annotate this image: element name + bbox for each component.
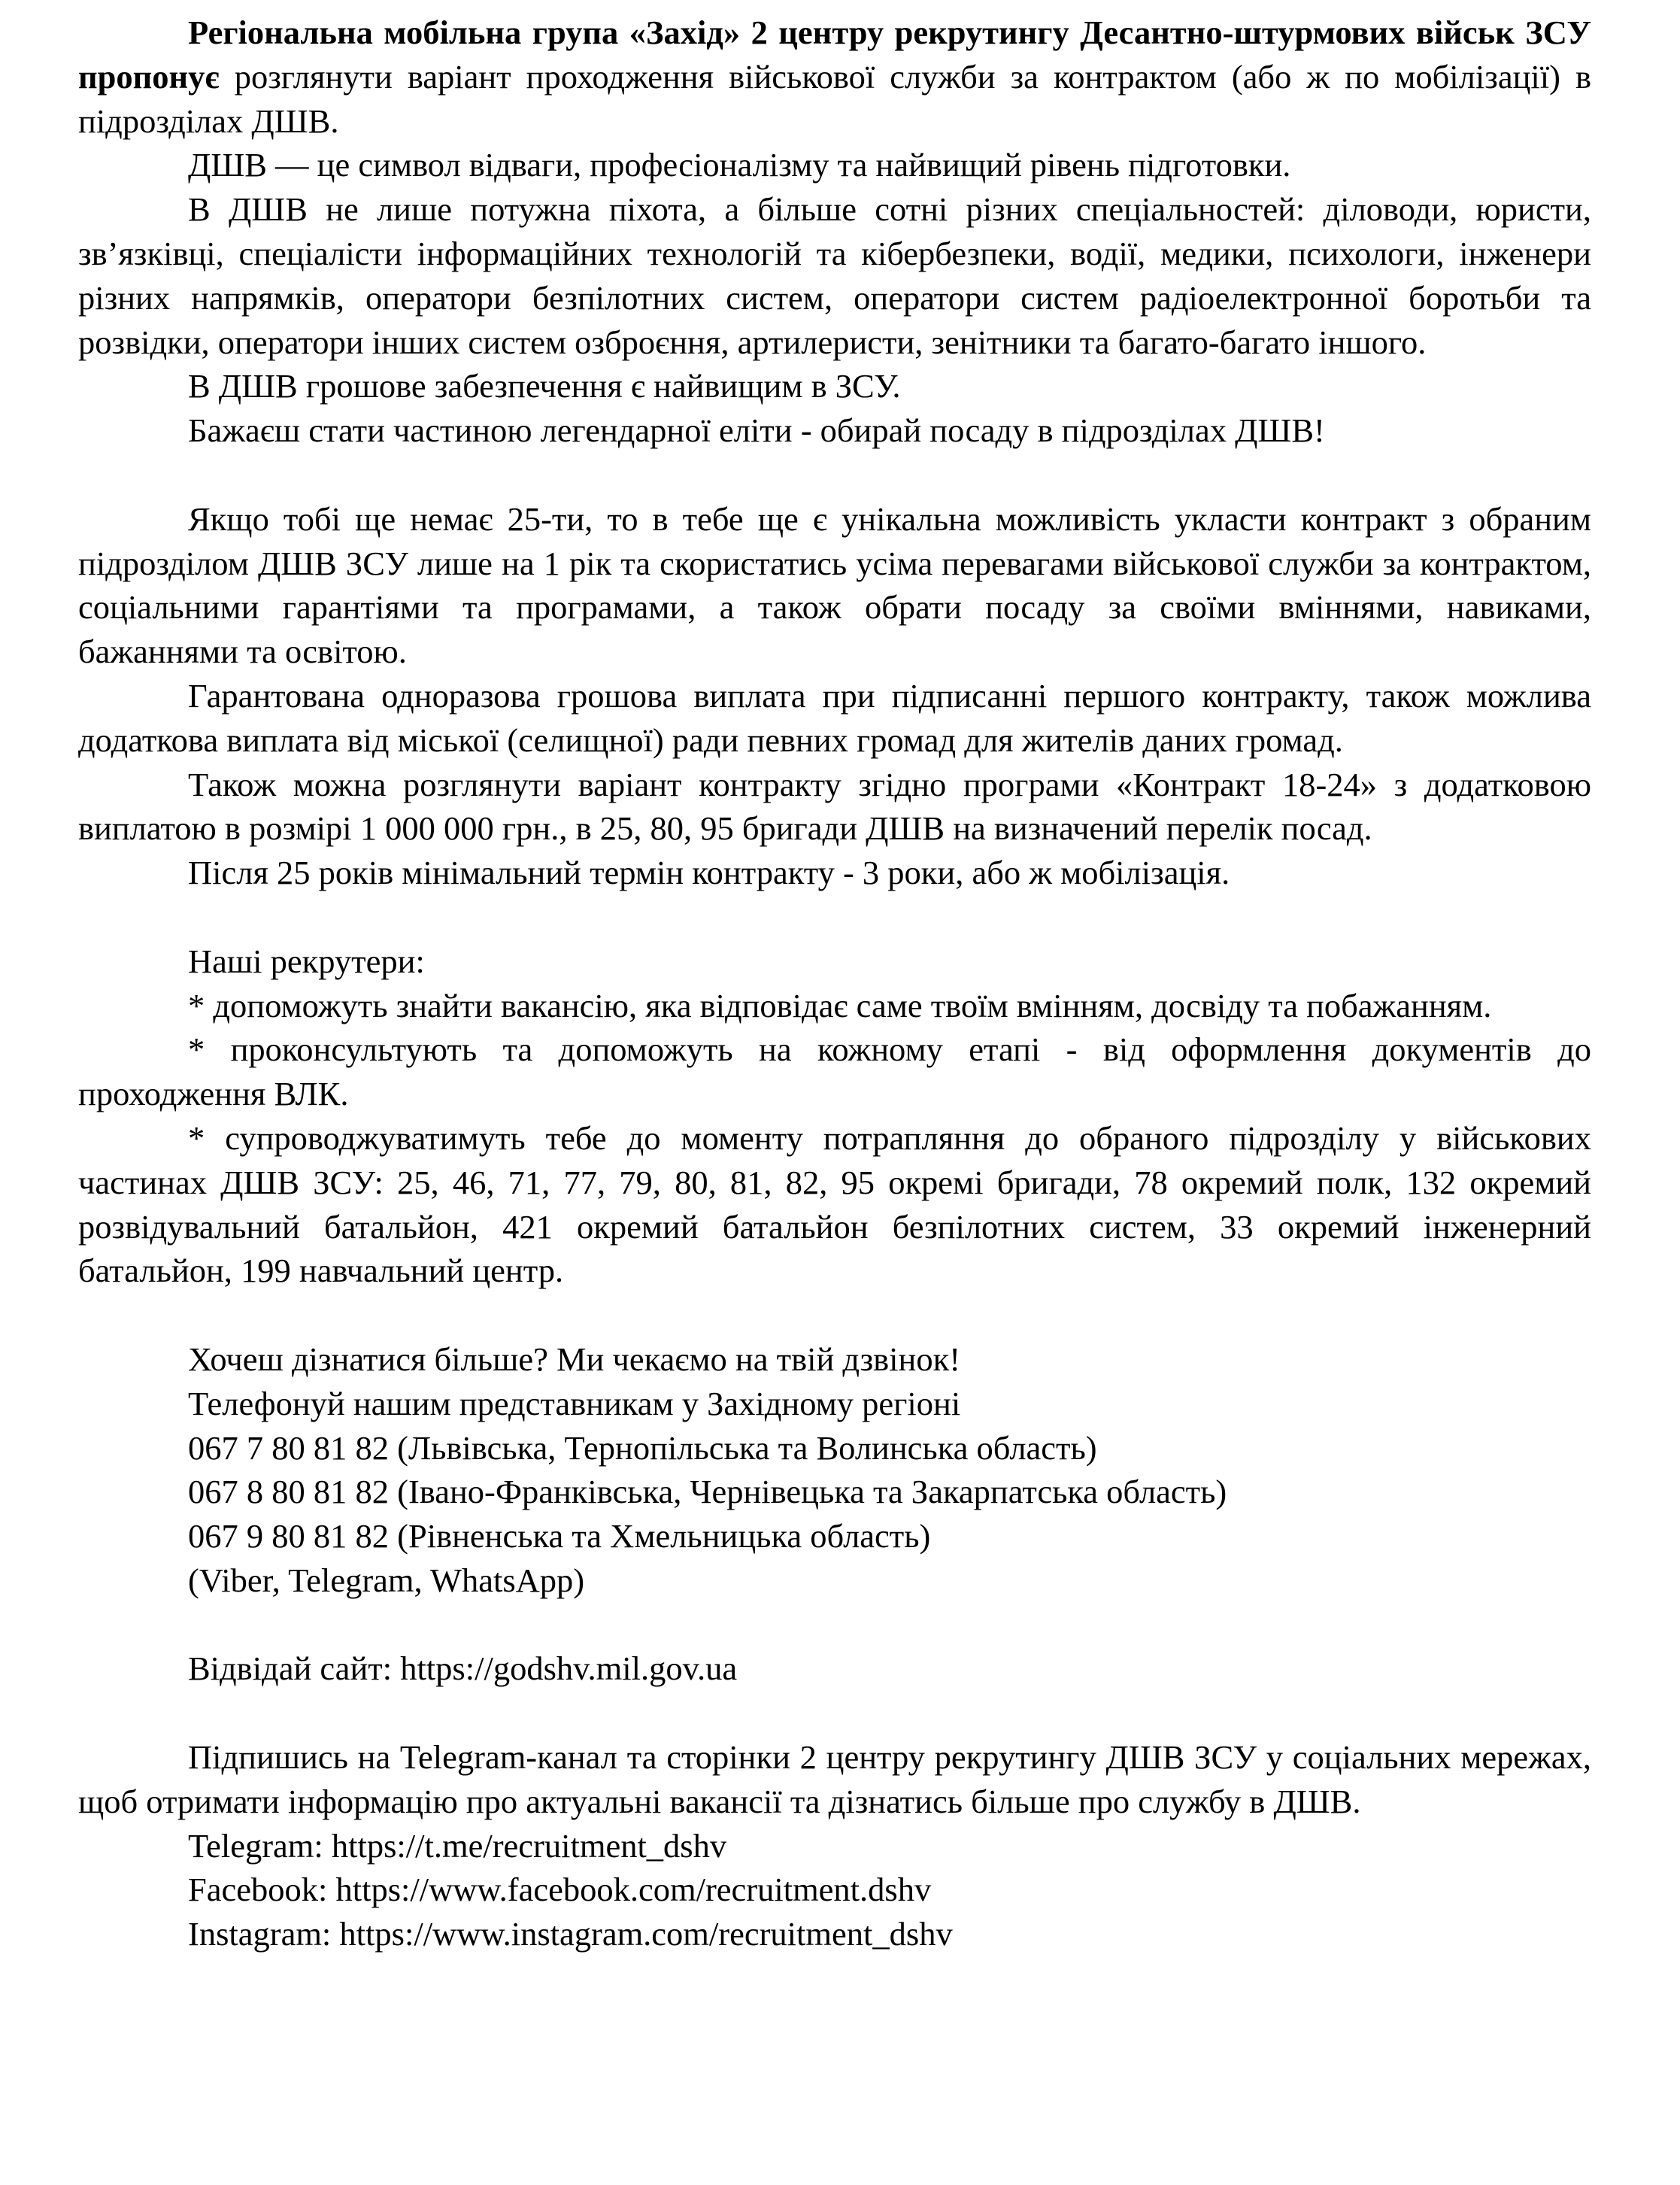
intro-paragraph xyxy=(78,11,1591,143)
spacer xyxy=(78,1293,1591,1337)
spacer xyxy=(78,453,1591,497)
recruiter-item: * проконсультують та допоможуть на кожному етапі - від оформлення документів до проходження ВЛК. xyxy=(78,1030,1591,1113)
phone-line: 067 7 80 81 82 (Львівська, Тернопільська та Волинська область) xyxy=(188,1428,1097,1467)
pay-paragraph: В ДШВ грошове забезпечення є найвищим в ЗСУ. xyxy=(188,367,901,405)
contract1824-paragraph: Також можна розглянути варіант контракту згідно програми «Контракт 18-24» з додатковою виплатою в розмірі 1 000 000 грн., в 25, 80, 95 бригади ДШВ на визначений перелік посад. xyxy=(78,765,1591,848)
document-page xyxy=(78,11,1591,1956)
spacer xyxy=(78,895,1591,939)
website-line: Відвідай сайт: https://godshv.mil.gov.ua xyxy=(188,1649,738,1688)
after25-paragraph: Після 25 років мінімальний термін контракту - 3 роки, або ж мобілізація. xyxy=(188,854,1230,892)
facebook-link: Facebook: https://www.facebook.com/recruitment.dshv xyxy=(188,1871,932,1909)
payment-paragraph: Гарантована одноразова грошова виплата при підписанні першого контракту, також можлива додаткова виплата від міської (селищної) ради певних громад для жителів даних громад. xyxy=(78,676,1591,759)
contact-question: Хочеш дізнатися більше? Ми чекаємо на твій дзвінок! xyxy=(188,1340,961,1378)
recruiters-heading: Наші рекрутери: xyxy=(188,942,425,980)
recruiter-item: * допоможуть знайти вакансію, яка відповідає саме твоїм вмінням, досвіду та побажанням. xyxy=(188,986,1492,1024)
elite-paragraph: Бажаєш стати частиною легендарної еліти - обирай посаду в підрозділах ДШВ! xyxy=(188,411,1325,450)
spacer xyxy=(78,1691,1591,1735)
phone-line: 067 9 80 81 82 (Рівненська та Хмельницька область) xyxy=(188,1517,931,1555)
under25-paragraph: Якщо тобі ще немає 25-ти, то в тебе ще є унікальна можливість укласти контракт з обраним підрозділом ДШВ ЗСУ лише на 1 рік та скористатись усіма перевагами військової служби за контрактом, соціальними гарантіями та програмами, а також обрати посаду за своїми вміннями, навиками, бажаннями та освітою. xyxy=(78,499,1591,671)
messengers-line: (Viber, Telegram, WhatsApp) xyxy=(188,1561,585,1599)
symbol-paragraph: ДШВ — це символ відваги, професіоналізму та найвищий рівень підготовки. xyxy=(188,146,1291,184)
spacer xyxy=(78,1603,1591,1647)
phone-line: 067 8 80 81 82 (Івано-Франківська, Чернівецька та Закарпатська область) xyxy=(188,1473,1227,1511)
recruiter-item: * супроводжуватимуть тебе до моменту потрапляння до обраного підрозділу у військових частинах ДШВ ЗСУ: 25, 46, 71, 77, 79, 80, 81, 82, 95 окремі бригади, 78 окремий полк, 132 окремий розвідувальний батальйон, 421 окремий батальйон безпілотних систем, 33 окремий інженерний батальйон, 199 навчальний центр. xyxy=(78,1118,1591,1290)
intro-rest: розглянути варіант проходження військової служби за контрактом (або ж по мобілізації) в підрозділах ДШВ. xyxy=(78,57,1591,140)
specialties-paragraph: В ДШВ не лише потужна піхота, а більше сотні різних спеціальностей: діловоди, юристи, зв’язківці, спеціалісти інформаційних технологій та кібербезпеки, водії, медики, психологи, інженери різних напрямків, оператори безпілотних систем, оператори систем радіоелектронної боротьби та розвідки, оператори інших систем озброєння, артилеристи, зенітники та багато-багато іншого. xyxy=(78,190,1591,361)
intro-lead: Регіональна мобільна група «Захід» 2 центру рекрутингу Десантно-штурмових військ ЗСУ пропонує xyxy=(78,14,1591,96)
contact-call: Телефонуй нашим представникам у Західному регіоні xyxy=(188,1384,961,1422)
telegram-link: Telegram: https://t.me/recruitment_dshv xyxy=(188,1826,727,1865)
subscribe-paragraph: Підпишись на Telegram-канал та сторінки 2 центру рекрутингу ДШВ ЗСУ у соціальних мережах, щоб отримати інформацію про актуальні вакансії та дізнатись більше про службу в ДШВ. xyxy=(78,1738,1591,1820)
instagram-link: Instagram: https://www.instagram.com/recruitment_dshv xyxy=(188,1915,953,1953)
